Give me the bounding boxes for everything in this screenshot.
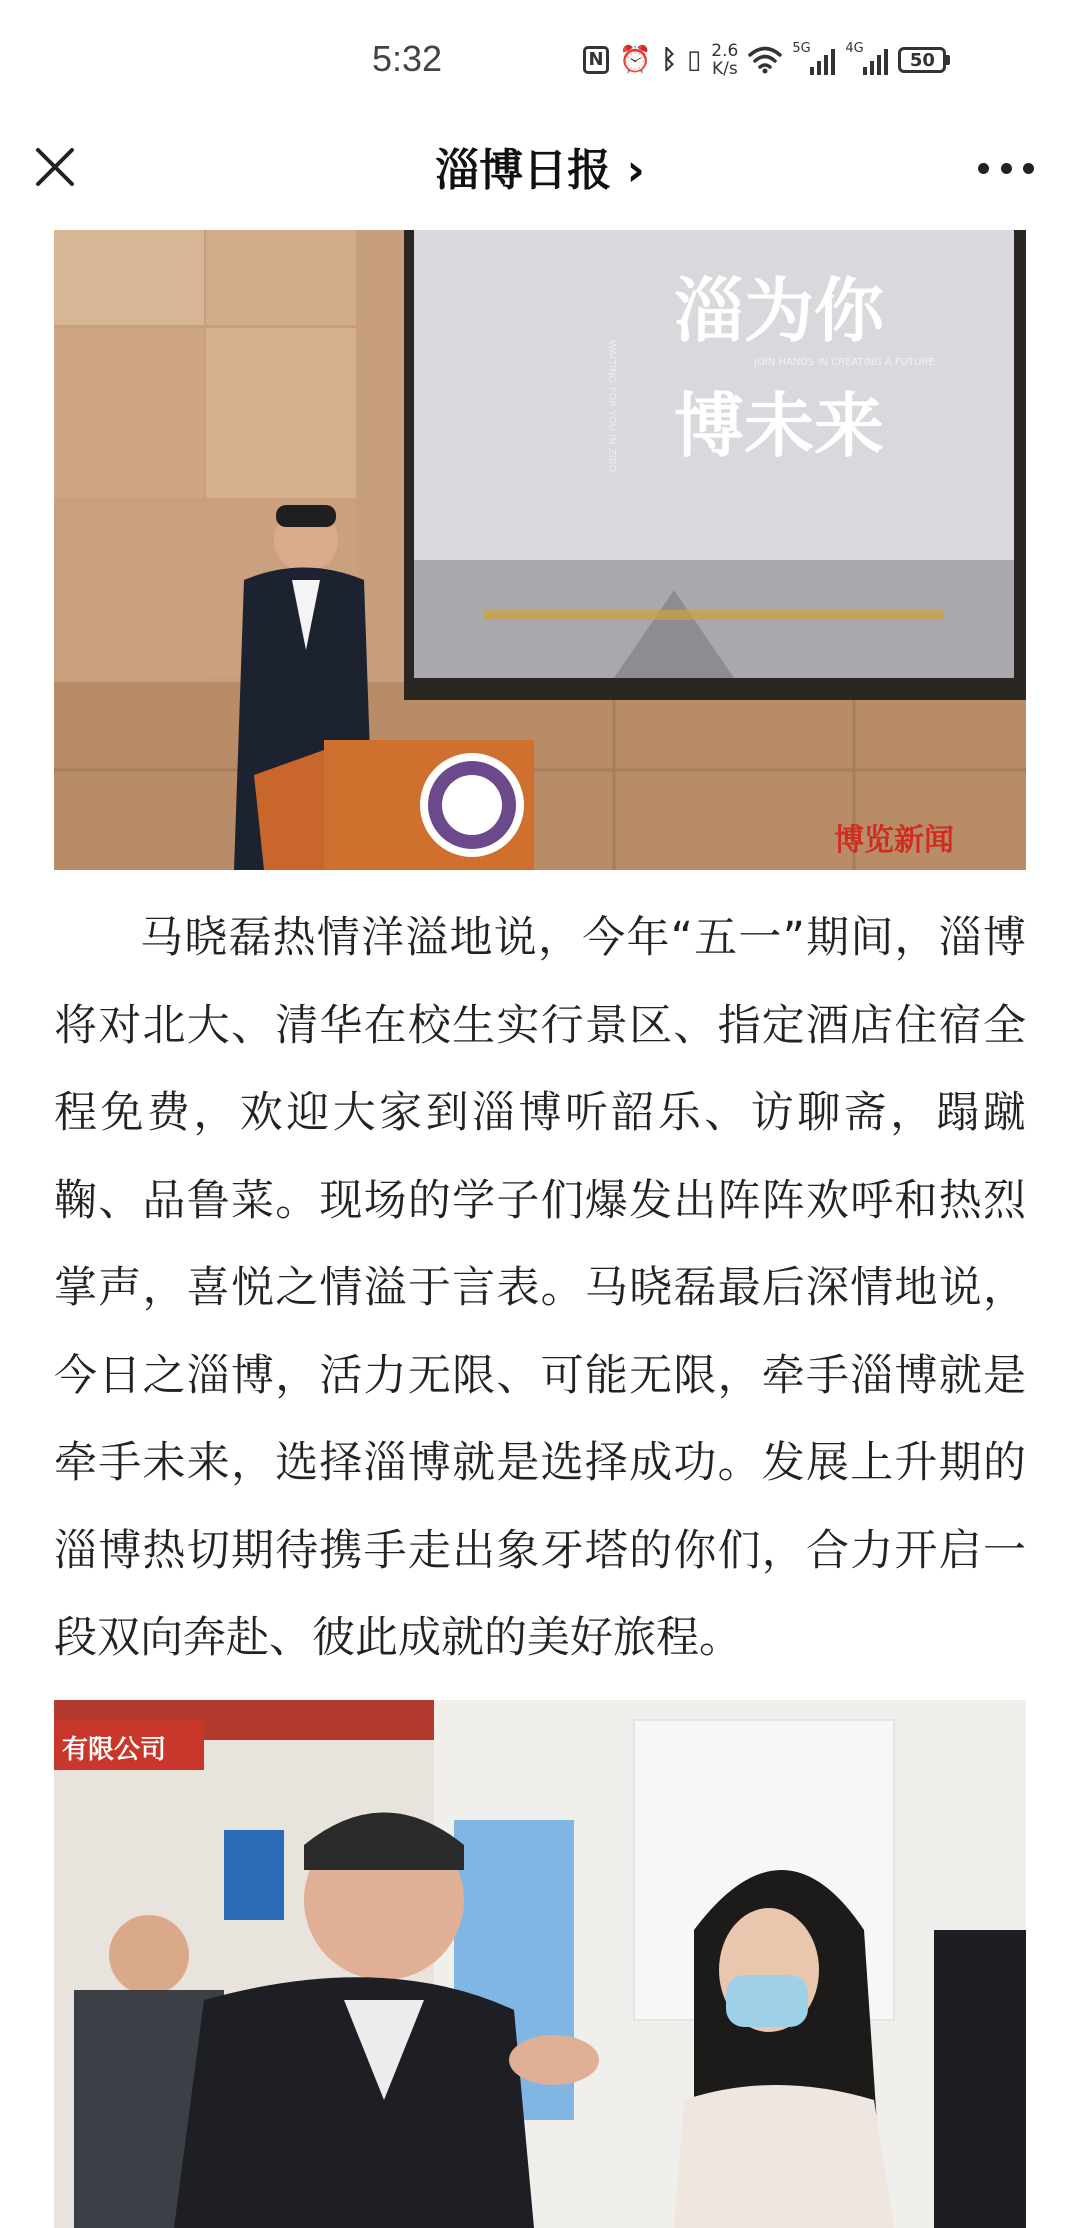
article-body [54,895,1026,1683]
screen-title-1: 淄为你 [674,269,884,352]
status-time: 5:32 [372,38,443,79]
net-speed-unit: K/s [711,59,738,79]
article-photo-jobfair[interactable] [54,1700,1026,2228]
signal-icon-1 [792,41,835,75]
signal-1-label: 5G [792,41,811,56]
account-title-link[interactable]: 淄博日报 › [435,145,645,196]
nfc-icon: N [583,46,609,74]
status-bar [0,0,1080,120]
article-paragraph: 马晓磊热情洋溢地说，今年“五一”期间，淄博将对北大、清华在校生实行景区、指定酒店住宿全程免费，欢迎大家到淄博听韶乐、访聊斋，蹋蹴鞠、品鲁菜。现场的学子们爆发出阵阵欢呼和热烈掌声，喜悦之情溢于言表。马晓磊最后深情地说，今日之淄博，活力无限、可能无限，牵手淄博就是牵手未来，选择淄博就是选择成功。发展上升期的淄博热切期待携手走出象牙塔的你们，合力开启一段双向奔赴、彼此成就的美好旅程。 [54,913,1026,1663]
bluetooth-icon: ᛒ [661,45,677,75]
article-photo-speaker[interactable] [54,230,1026,870]
vibrate-icon: ▯ [686,45,702,75]
net-speed [711,42,738,78]
more-icon[interactable] [978,158,1034,178]
net-speed-value: 2.6 [711,41,739,61]
photo-jobfair-scene [54,1700,1026,2228]
battery-level: 50 [898,47,946,73]
booth-sign-text: 有限公司 [62,1735,167,1765]
signal-icon-2 [845,41,888,75]
status-icons [583,40,950,80]
alarm-icon: ⏰ [619,45,652,75]
screen-subtitle: JOIN HANDS IN CREATING A FUTURE [754,357,935,368]
wifi-icon [748,46,782,74]
photo-watermark: 博览新闻 [834,823,954,858]
signal-2-label: 4G [845,41,864,56]
nav-bar [0,120,1080,230]
screen-title-2: 博未来 [674,384,884,467]
battery-icon [898,47,950,73]
screen-vertical-text: WAITING FOR YOU IN ZIBO [606,340,617,473]
photo-speaker-scene [54,230,1026,870]
